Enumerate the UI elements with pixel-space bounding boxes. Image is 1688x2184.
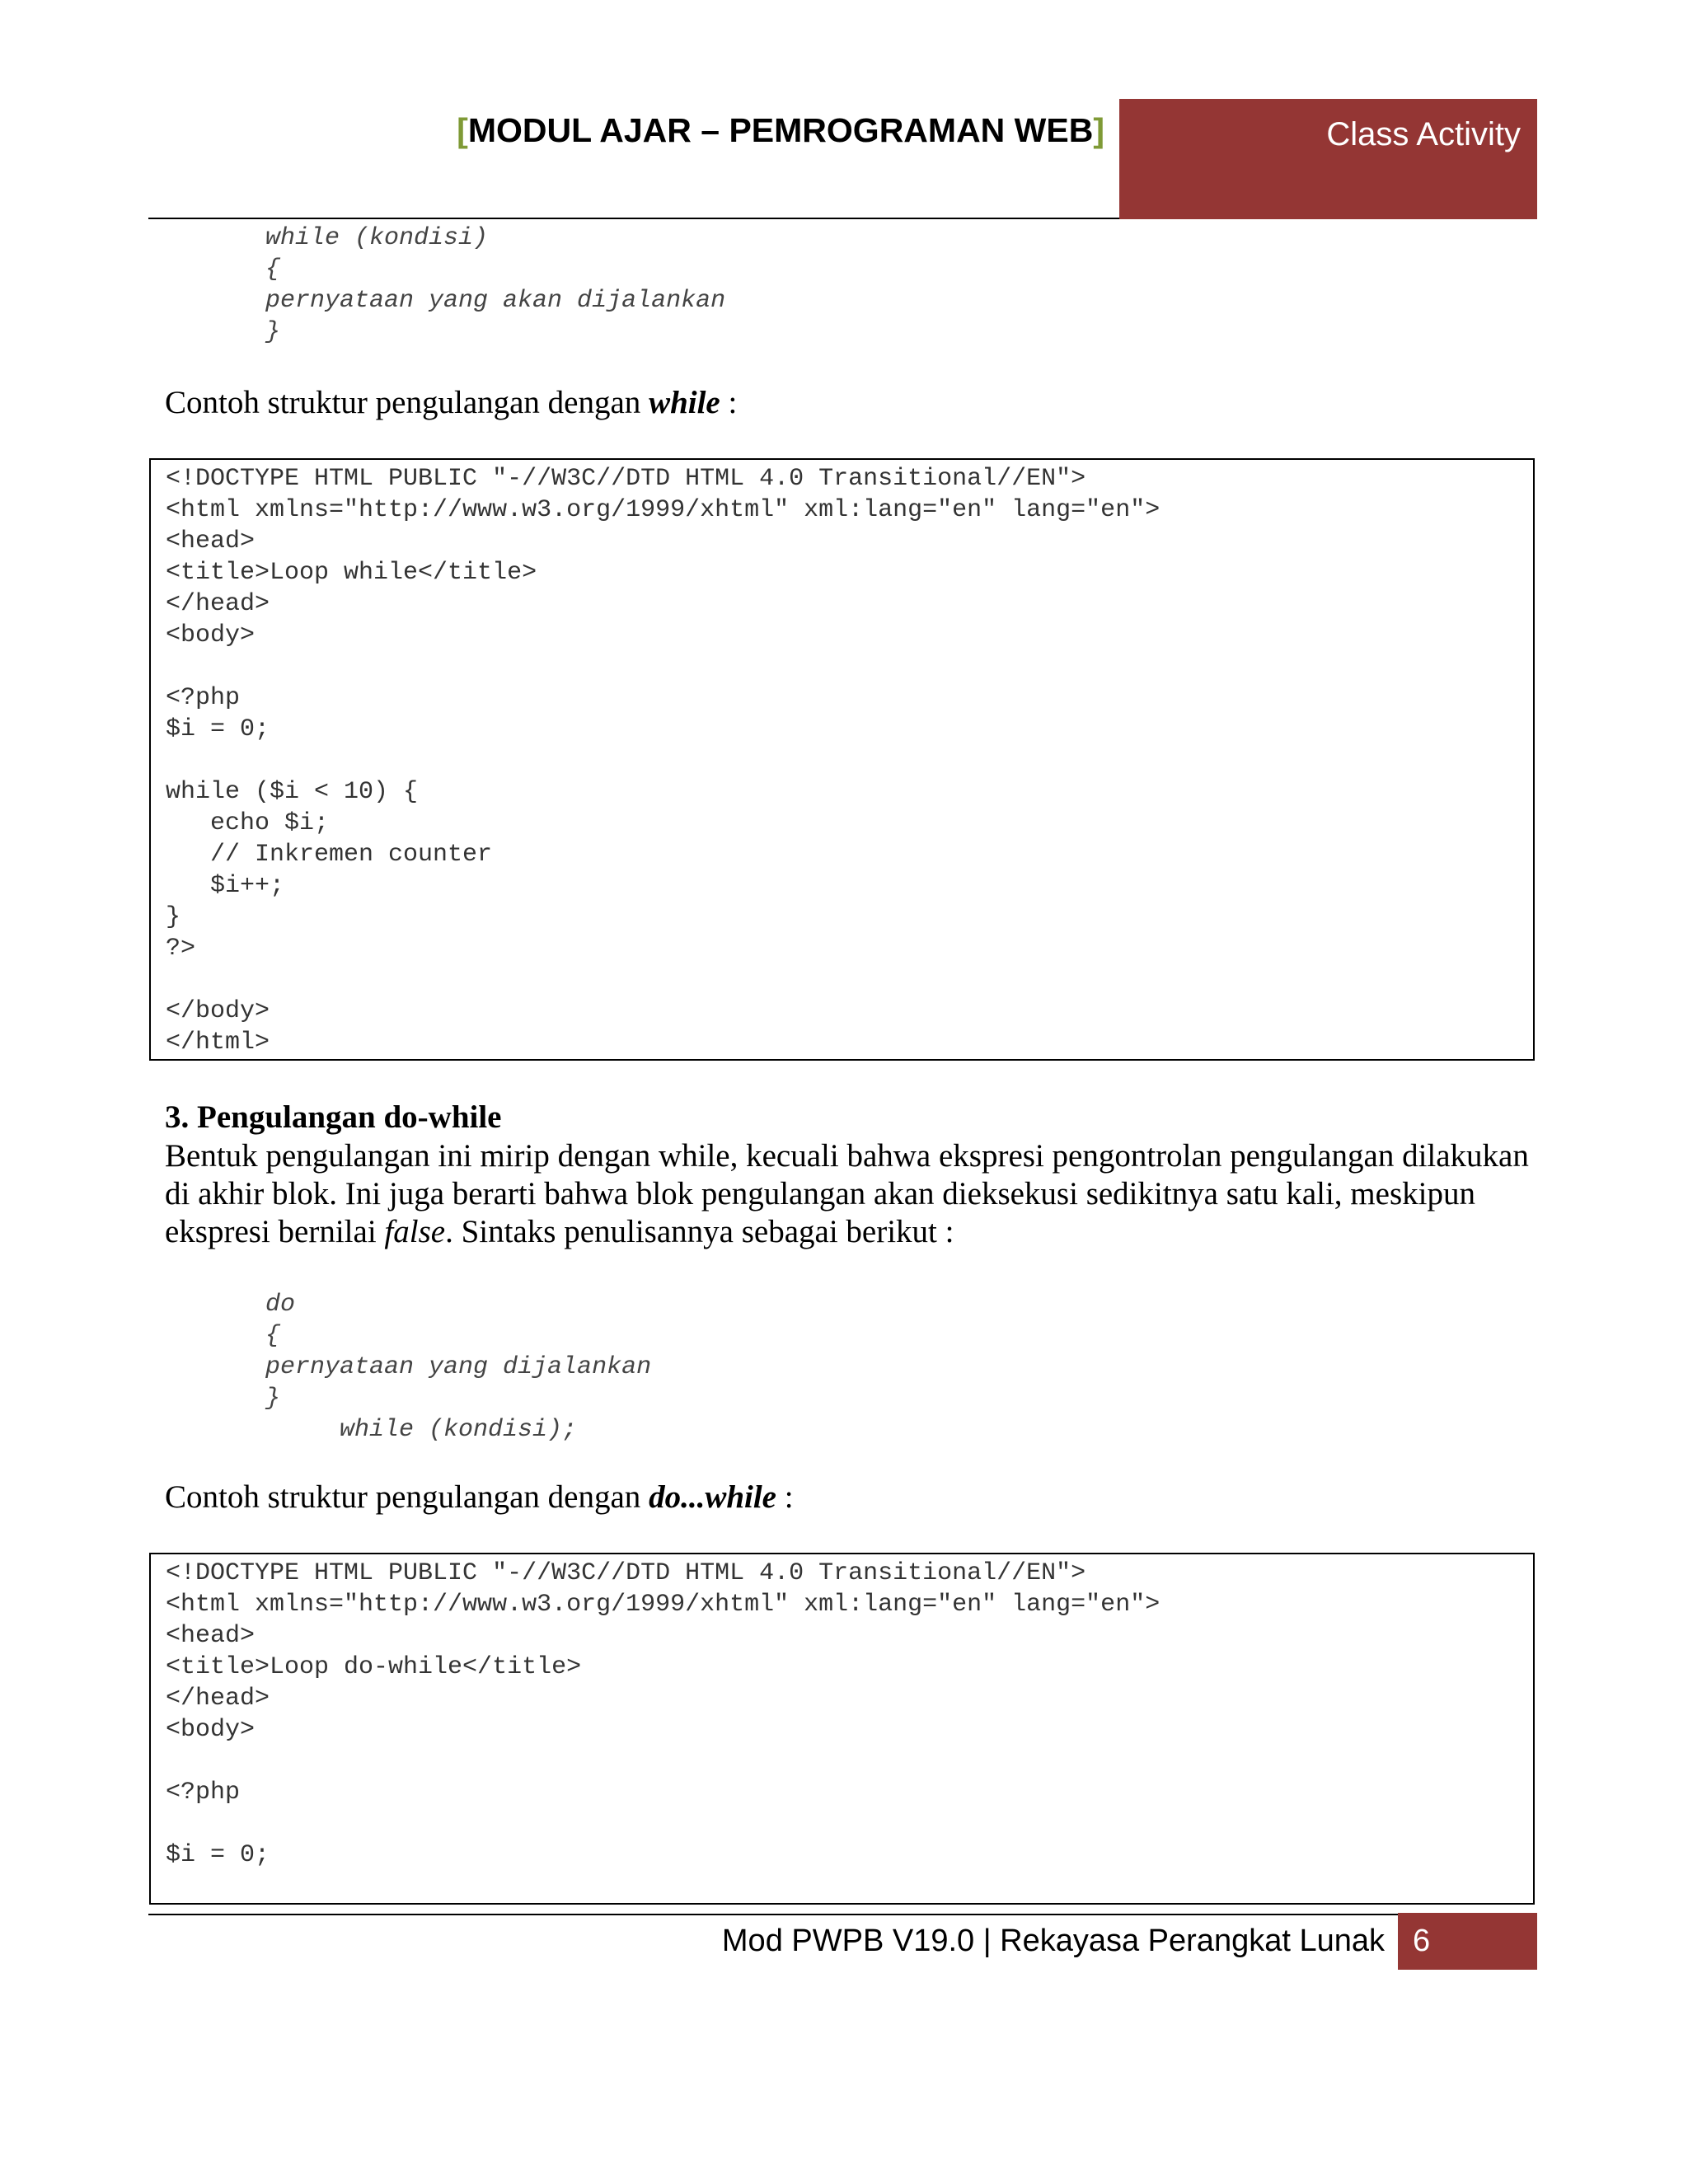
header-badge-label: Class Activity: [1326, 116, 1521, 152]
section-3-body: [165, 1137, 1533, 1251]
section-3-heading: 3. Pengulangan do-while: [165, 1099, 502, 1135]
dowhile-keyword: do...while: [649, 1479, 776, 1515]
section-3-body-italic: false: [384, 1214, 446, 1249]
dowhile-example-intro: [165, 1479, 1533, 1516]
footer-text: Mod PWPB V19.0 | Rekayasa Perangkat Lunak: [721, 1924, 1385, 1958]
dowhile-intro-text: Contoh struktur pengulangan dengan: [165, 1479, 649, 1515]
while-keyword: while: [649, 385, 720, 420]
while-code: <!DOCTYPE HTML PUBLIC "-//W3C//DTD HTML 4.0 Transitional//EN"> <html xmlns="http://www.w3.org/1999/xhtml" xml:lang="en" lang="en"> <head> <title>Loop while</title> </head> <body> <?php $i = 0; while ($i < 10) { echo $i; // Inkremen counter $i++; } ?> </body> </html>: [166, 465, 1160, 1057]
header-divider: [148, 218, 1119, 219]
while-example-intro: [165, 384, 1533, 422]
while-intro-suffix: :: [720, 385, 738, 420]
while-intro-text: Contoh struktur pengulangan dengan: [165, 385, 649, 420]
section-3-body-text: Bentuk pengulangan ini mirip dengan while, kecuali bahwa ekspresi pengontrolan pengulangan dilakukan di akhir blok. Ini juga berarti bahwa blok pengulangan akan dieksekusi sedikitnya satu kali, meskipun ekspresi bernilai: [165, 1138, 1529, 1249]
header-bracket-open: [: [457, 111, 468, 149]
footer-divider: [148, 1914, 1414, 1915]
section-3-body-tail: . Sintaks penulisannya sebagai berikut :: [445, 1214, 954, 1249]
dowhile-syntax: do { pernyataan yang dijalankan } while (kondisi);: [265, 1291, 652, 1444]
page-number-box: [1398, 1913, 1537, 1970]
dowhile-intro-suffix: :: [776, 1479, 794, 1515]
while-syntax: while (kondisi) { pernyataan yang akan dijalankan }: [265, 224, 726, 346]
dowhile-code-block: [149, 1553, 1535, 1905]
dowhile-code: <!DOCTYPE HTML PUBLIC "-//W3C//DTD HTML 4.0 Transitional//EN"> <html xmlns="http://www.w3.org/1999/xhtml" xml:lang="en" lang="en"> <head> <title>Loop do-while</title> </head> <body> <?php $i = 0;: [166, 1559, 1160, 1869]
header-bracket-close: ]: [1093, 111, 1104, 149]
header-title: [148, 107, 1104, 153]
header-title-text: MODUL AJAR – PEMROGRAMAN WEB: [467, 111, 1094, 149]
header-badge: [1119, 99, 1537, 219]
while-code-block: [149, 458, 1535, 1061]
page-number: 6: [1413, 1924, 1431, 1958]
